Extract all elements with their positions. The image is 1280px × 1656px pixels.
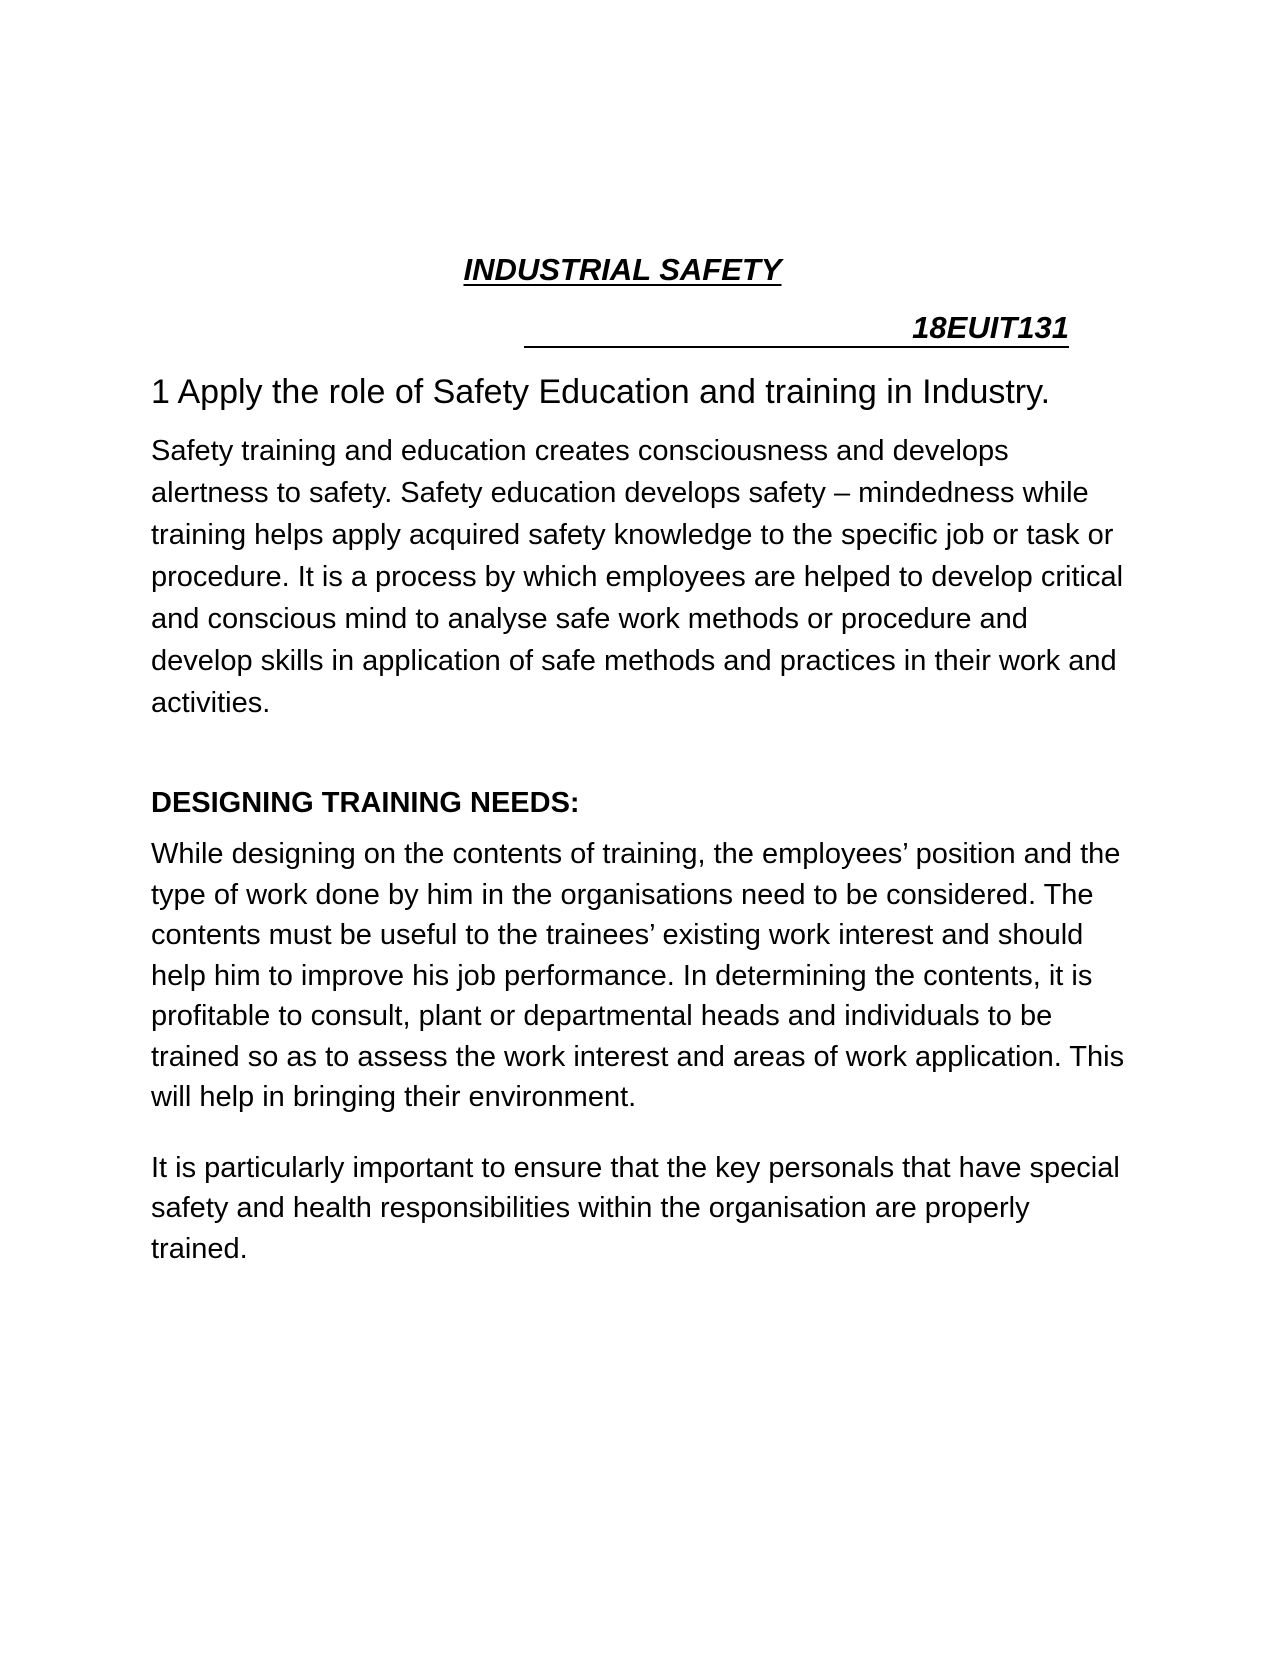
section-heading-training-needs: DESIGNING TRAINING NEEDS: [151,787,580,819]
document-body [151,368,1131,1269]
question-heading: 1 Apply the role of Safety Education and training in Industry. [151,373,1051,411]
paragraph-designing-training: While designing on the contents of training, the employees’ position and the type of work done by him in the organisations need to be considered. The contents must be useful to the trainees’ existing work interest and should help him to improve his job performance. In determining the contents, it is profitable to consult, plant or departmental heads and individuals to be trained so as to assess the work interest and areas of work application. This will help in bringing their environment. [151,838,1125,1113]
paragraph-key-personals: It is particularly important to ensure that the key personals that have special safety and health responsibilities within the organisation are properly trained. [151,1151,1120,1265]
document-title: INDUSTRIAL SAFETY [463,252,782,287]
course-code: 18EUIT131 [524,310,1069,348]
paragraph-safety-education: Safety training and education creates consciousness and develops alertness to safety. Safety education develops safety – mindedness while training helps apply acquired safety knowledge to the specific job or task or procedure. It is a process by which employees are helped to develop critical and conscious mind to analyse safe work methods or procedure and develop skills in application of safe methods and practices in their work and activities. [151,435,1124,719]
